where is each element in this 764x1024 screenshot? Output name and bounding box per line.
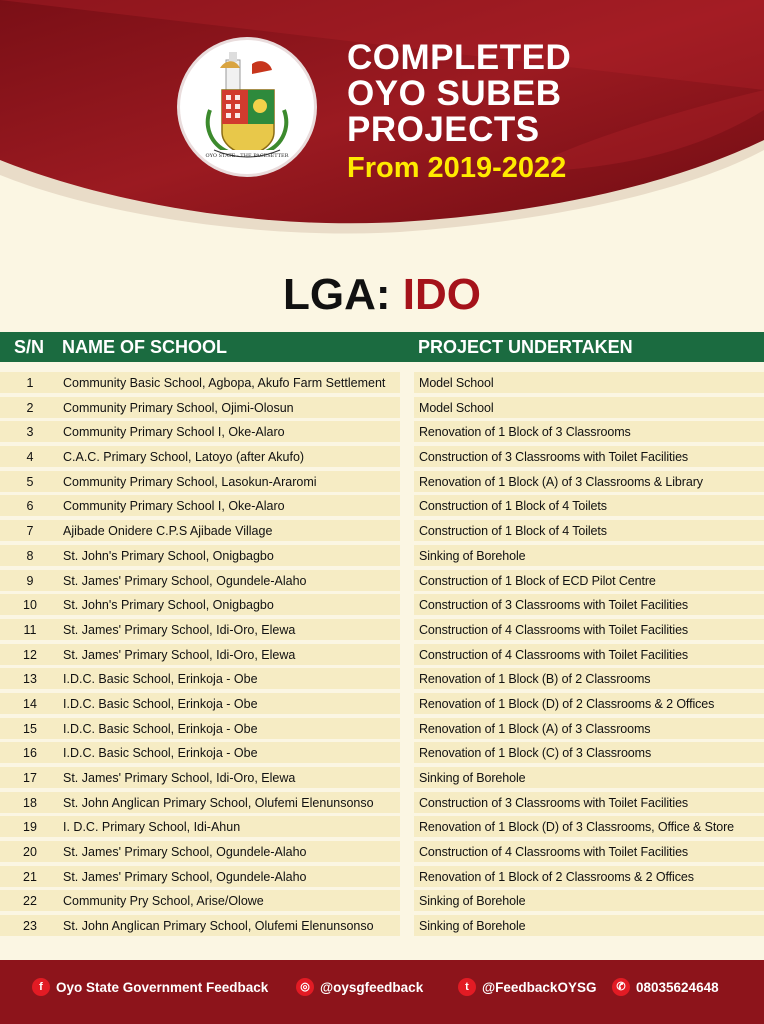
row-school: I. D.C. Primary School, Idi-Ahun bbox=[63, 820, 241, 835]
projects-table bbox=[0, 370, 764, 938]
table-row bbox=[0, 716, 764, 741]
row-sn: 7 bbox=[26, 524, 34, 539]
row-project: Renovation of 1 Block (B) of 2 Classrooms bbox=[419, 672, 651, 687]
row-project: Construction of 1 Block of 4 Toilets bbox=[419, 499, 607, 514]
lga-label: LGA: bbox=[283, 270, 391, 319]
table-row bbox=[0, 370, 764, 395]
row-sn: 4 bbox=[26, 450, 34, 465]
row-sn: 6 bbox=[26, 499, 34, 514]
row-sn: 11 bbox=[23, 622, 37, 637]
row-sn: 10 bbox=[23, 598, 37, 613]
row-school: St. James' Primary School, Idi-Oro, Elewa bbox=[63, 771, 296, 785]
table-row bbox=[0, 395, 764, 420]
row-project: Construction of 4 Classrooms with Toilet Facilities bbox=[419, 622, 689, 637]
footer-facebook[interactable] bbox=[32, 977, 268, 999]
row-sn: 21 bbox=[23, 869, 37, 884]
row-project: Renovation of 1 Block of 2 Classrooms & 2 Offices bbox=[419, 869, 694, 884]
oyo-state-crest bbox=[180, 40, 314, 174]
crest-motto: OYO STATE - THE PACESETTER bbox=[205, 153, 289, 159]
table-row bbox=[0, 666, 764, 691]
row-sn: 18 bbox=[23, 795, 37, 810]
row-school: Ajibade Onidere C.P.S Ajibade Village bbox=[63, 524, 273, 539]
row-project: Model School bbox=[419, 400, 494, 415]
row-sn: 1 bbox=[26, 376, 34, 390]
row-school: St. John's Primary School, Onigbagbo bbox=[63, 598, 274, 613]
title-line-1: COMPLETED bbox=[347, 38, 572, 77]
table-row bbox=[0, 913, 764, 938]
row-sn: 8 bbox=[26, 548, 34, 563]
table-row bbox=[0, 839, 764, 864]
row-project: Model School bbox=[419, 376, 494, 390]
row-project: Sinking of Borehole bbox=[419, 919, 526, 934]
row-school: St. John's Primary School, Onigbagbo bbox=[63, 548, 274, 563]
row-project: Sinking of Borehole bbox=[419, 894, 526, 909]
row-project: Construction of 4 Classrooms with Toilet Facilities bbox=[419, 647, 689, 662]
row-project: Renovation of 1 Block (D) of 2 Classrooms & 2 Offices bbox=[419, 696, 715, 711]
table-row bbox=[0, 444, 764, 469]
title-line-2: OYO SUBEB bbox=[347, 74, 562, 113]
title-years: From 2019-2022 bbox=[347, 152, 567, 184]
row-project: Renovation of 1 Block (A) of 3 Classrooms bbox=[419, 721, 651, 736]
table-row bbox=[0, 469, 764, 494]
row-sn: 13 bbox=[23, 672, 37, 687]
row-project: Renovation of 1 Block (C) of 3 Classrooms bbox=[419, 746, 652, 761]
row-sn: 14 bbox=[23, 696, 37, 711]
row-project: Construction of 3 Classrooms with Toilet Facilities bbox=[419, 598, 689, 613]
row-project: Sinking of Borehole bbox=[419, 771, 526, 785]
table-row bbox=[0, 617, 764, 642]
table-row bbox=[0, 543, 764, 568]
row-sn: 23 bbox=[23, 919, 37, 934]
page-title bbox=[347, 40, 571, 148]
table-row bbox=[0, 864, 764, 889]
row-school: Community Primary School I, Oke-Alaro bbox=[63, 499, 285, 514]
row-sn: 20 bbox=[23, 845, 37, 860]
row-sn: 2 bbox=[26, 400, 34, 415]
row-school: Community Basic School, Agbopa, Akufo Farm Settlement bbox=[63, 376, 386, 390]
table-row bbox=[0, 568, 764, 593]
footer-facebook-label: Oyo State Government Feedback bbox=[56, 980, 269, 995]
table-row bbox=[0, 790, 764, 815]
table-row bbox=[0, 888, 764, 913]
row-project: Renovation of 1 Block (A) of 3 Classrooms & Library bbox=[419, 474, 703, 489]
row-school: St. John Anglican Primary School, Olufemi Elenunsonso bbox=[63, 795, 374, 810]
title-line-3: PROJECTS bbox=[347, 110, 540, 149]
row-project: Construction of 4 Classrooms with Toilet Facilities bbox=[419, 845, 689, 860]
row-project: Renovation of 1 Block of 3 Classrooms bbox=[419, 425, 631, 440]
row-school: St. James' Primary School, Ogundele-Alaho bbox=[63, 845, 307, 860]
table-row bbox=[0, 765, 764, 790]
row-school: I.D.C. Basic School, Erinkoja - Obe bbox=[63, 696, 258, 711]
row-project: Construction of 3 Classrooms with Toilet Facilities bbox=[419, 450, 689, 465]
footer-whatsapp[interactable] bbox=[612, 977, 719, 999]
table-row bbox=[0, 493, 764, 518]
row-school: St. James' Primary School, Ogundele-Alaho bbox=[63, 573, 307, 588]
row-sn: 15 bbox=[23, 721, 37, 736]
table-row bbox=[0, 691, 764, 716]
row-project: Renovation of 1 Block (D) of 3 Classrooms, Office & Store bbox=[419, 820, 735, 835]
twitter-icon: t bbox=[458, 978, 476, 996]
table-row bbox=[0, 740, 764, 765]
row-school: St. James' Primary School, Ogundele-Alaho bbox=[63, 869, 307, 884]
header-school: NAME OF SCHOOL bbox=[62, 337, 227, 357]
facebook-icon: f bbox=[32, 978, 50, 996]
row-school: Community Primary School, Lasokun-Araromi bbox=[63, 474, 317, 489]
row-school: Community Primary School, Ojimi-Olosun bbox=[63, 400, 294, 415]
row-school: I.D.C. Basic School, Erinkoja - Obe bbox=[63, 721, 258, 736]
row-school: I.D.C. Basic School, Erinkoja - Obe bbox=[63, 746, 258, 761]
table-row bbox=[0, 814, 764, 839]
row-school: St. James' Primary School, Idi-Oro, Elewa bbox=[63, 647, 296, 662]
row-school: Community Primary School I, Oke-Alaro bbox=[63, 425, 285, 440]
row-sn: 12 bbox=[23, 647, 37, 662]
footer-whatsapp-label: 08035624648 bbox=[636, 980, 719, 995]
footer-instagram-label: @oysgfeedback bbox=[320, 980, 424, 995]
row-sn: 16 bbox=[23, 746, 37, 761]
footer-twitter-label: @FeedbackOYSG bbox=[482, 980, 597, 995]
header-sn: S/N bbox=[14, 337, 45, 357]
table-header bbox=[0, 332, 764, 362]
lga-heading bbox=[0, 270, 764, 320]
instagram-icon: ◎ bbox=[296, 978, 314, 996]
footer-twitter[interactable] bbox=[458, 977, 596, 999]
row-school: Community Pry School, Arise/Olowe bbox=[63, 894, 264, 909]
row-project: Construction of 1 Block of 4 Toilets bbox=[419, 524, 607, 539]
row-sn: 17 bbox=[23, 771, 37, 785]
whatsapp-icon: ✆ bbox=[612, 978, 630, 996]
lga-value: IDO bbox=[402, 270, 481, 319]
row-sn: 19 bbox=[23, 820, 37, 835]
row-sn: 22 bbox=[23, 894, 37, 909]
row-sn: 9 bbox=[26, 573, 34, 588]
row-school: St. James' Primary School, Idi-Oro, Elewa bbox=[63, 622, 296, 637]
row-school: St. John Anglican Primary School, Olufemi Elenunsonso bbox=[63, 919, 374, 934]
table-row bbox=[0, 419, 764, 444]
row-project: Sinking of Borehole bbox=[419, 548, 526, 563]
row-sn: 5 bbox=[26, 474, 34, 489]
footer-instagram[interactable] bbox=[296, 977, 423, 999]
row-project: Construction of 3 Classrooms with Toilet Facilities bbox=[419, 795, 689, 810]
table-row bbox=[0, 642, 764, 667]
row-sn: 3 bbox=[26, 425, 34, 440]
row-school: C.A.C. Primary School, Latoyo (after Akufo) bbox=[63, 450, 305, 465]
row-project: Construction of 1 Block of ECD Pilot Centre bbox=[419, 573, 656, 588]
table-row bbox=[0, 592, 764, 617]
table-row bbox=[0, 518, 764, 543]
row-school: I.D.C. Basic School, Erinkoja - Obe bbox=[63, 672, 258, 687]
header-project: PROJECT UNDERTAKEN bbox=[418, 337, 633, 357]
